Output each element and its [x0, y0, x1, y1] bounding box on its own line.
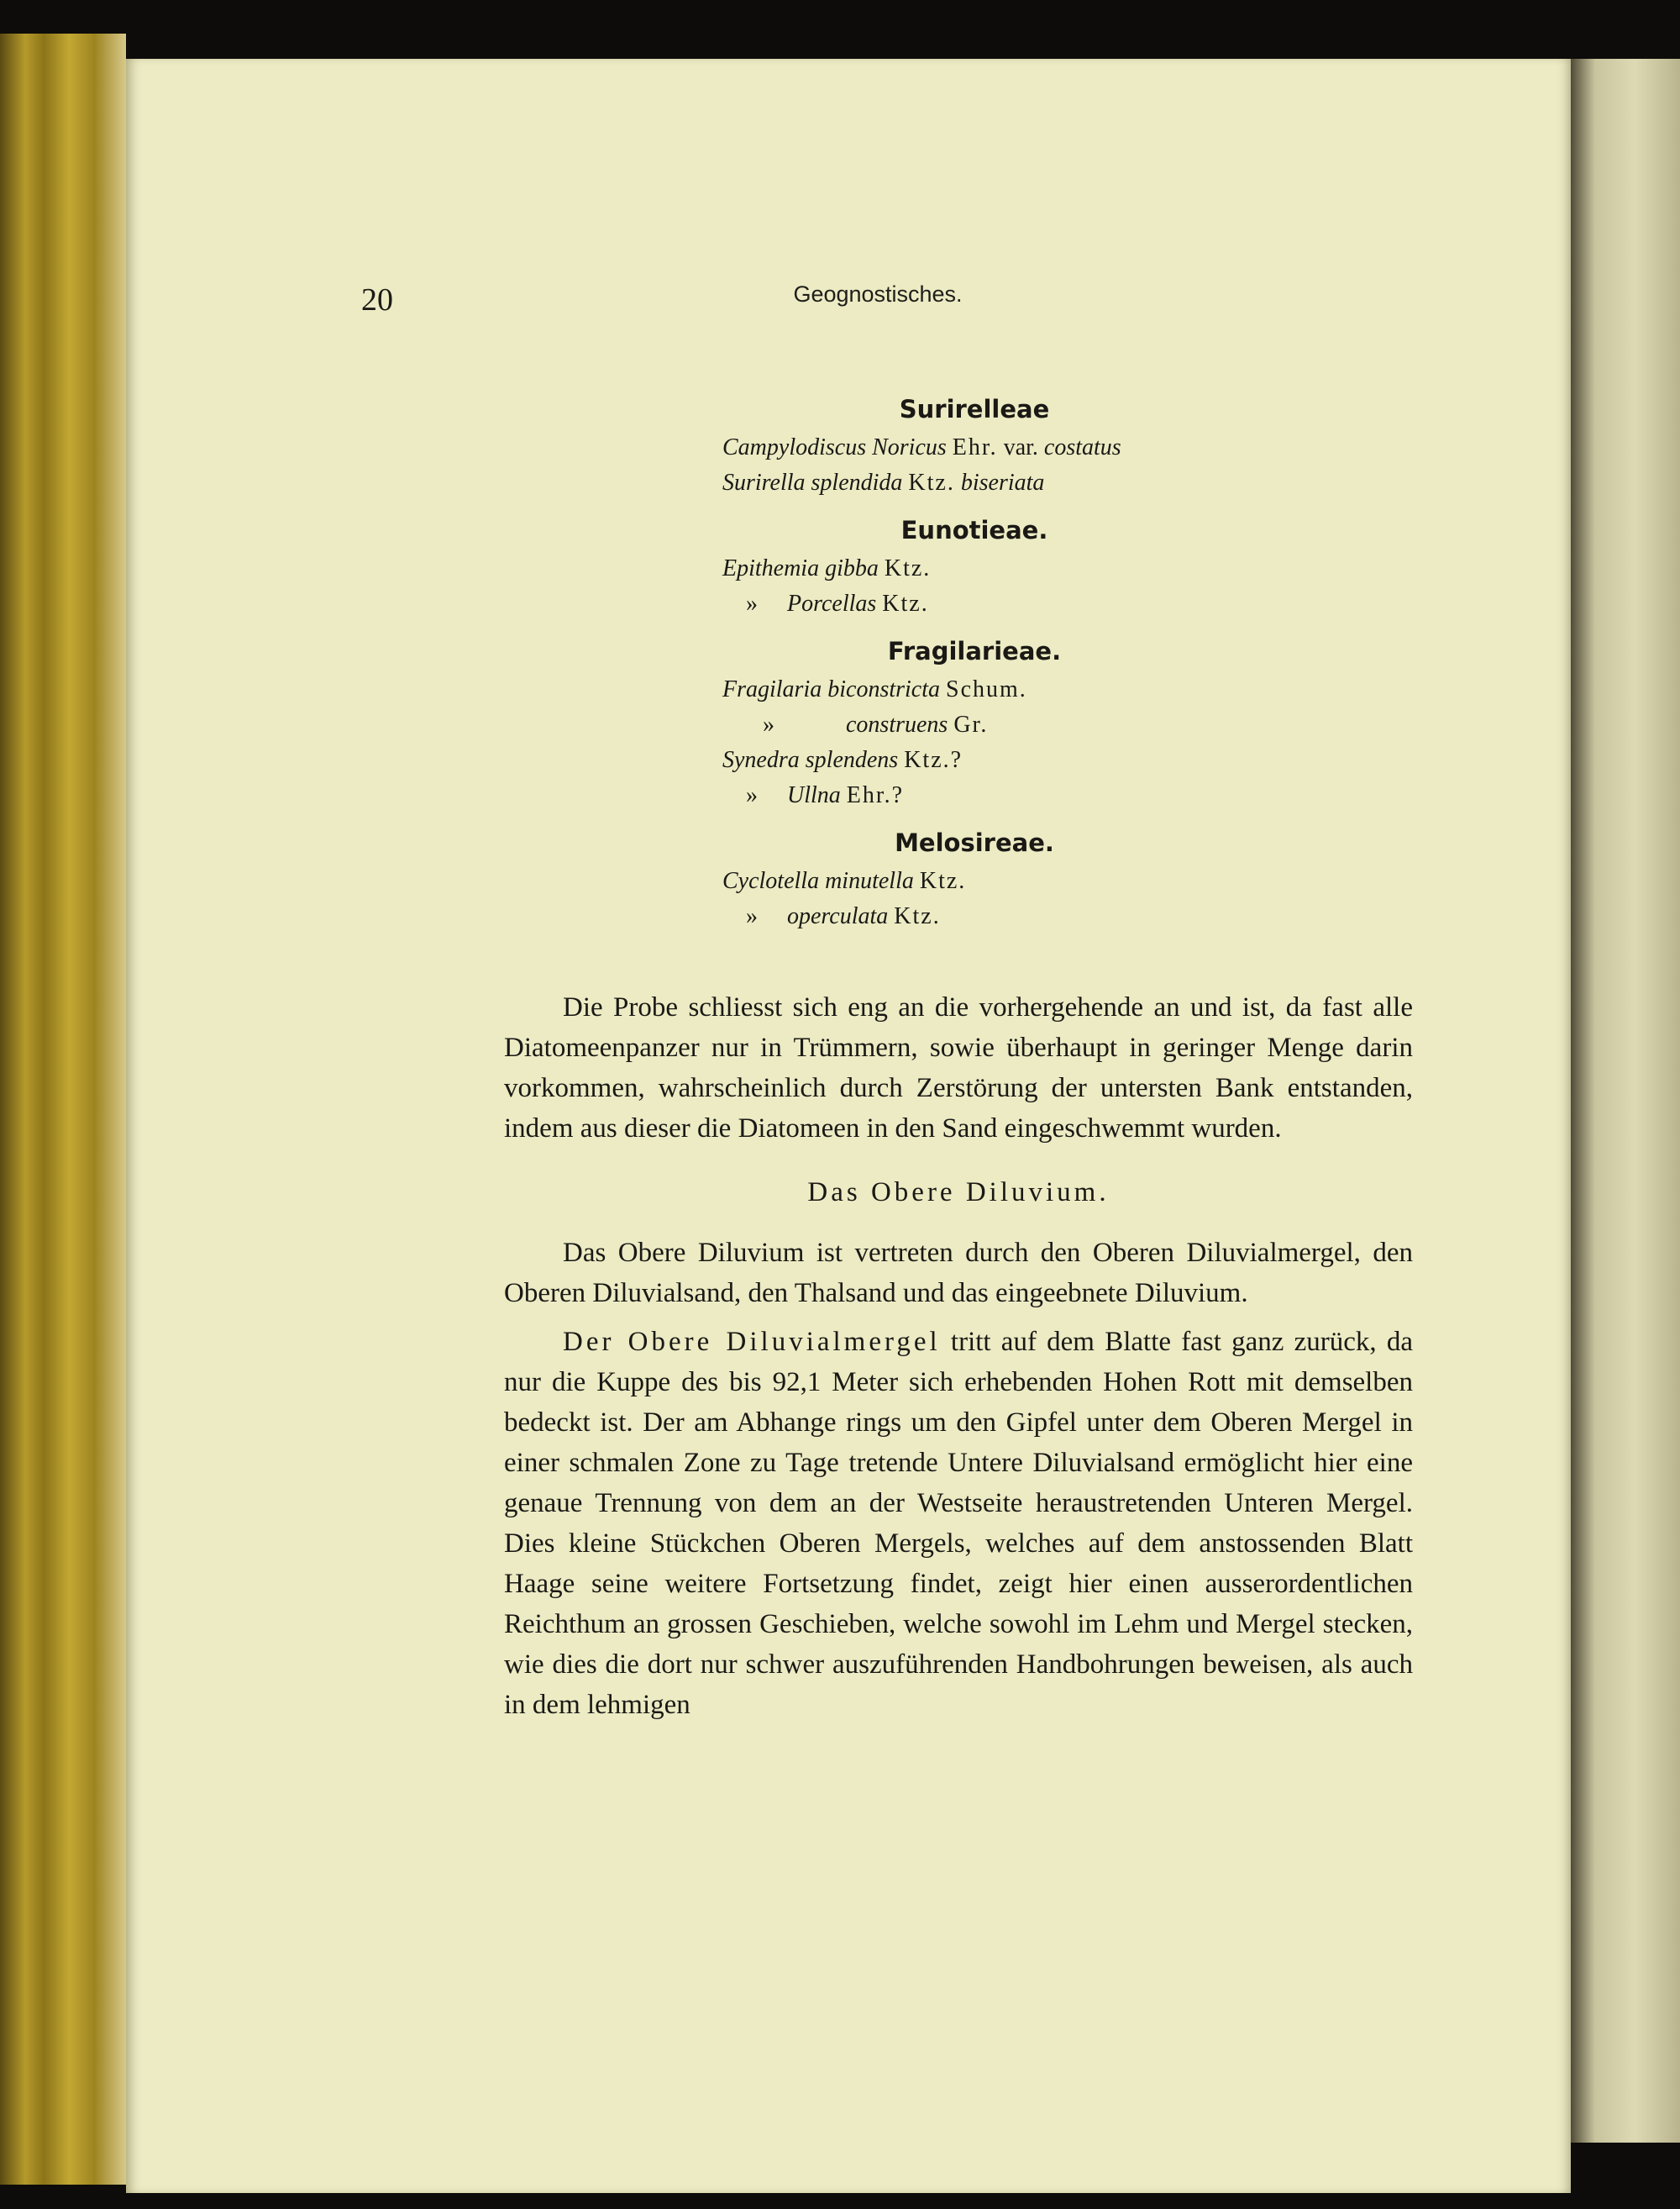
- section-heading: Das Obere Diluvium.: [807, 1177, 1110, 1207]
- running-header: [361, 281, 1394, 332]
- page-number: 20: [361, 282, 393, 318]
- ditto-mark: »: [746, 782, 758, 808]
- species-line: » Porcellas Ktz.: [722, 586, 1310, 622]
- paragraph: Die Probe schliesst sich eng an die vorhergehende an und ist, da fast alle Diatomeenpanzer nur in Trümmern, sowie überhaupt in geringer Menge darin vorkommen, wahrscheinlich durch Zerstörung der untersten Bank entstanden, indem aus dieser die Diatomeen in den Sand eingeschwemmt wurden.: [504, 992, 1413, 1144]
- species-line: Synedra splendens Ktz.?: [722, 747, 963, 773]
- species-line: Fragilaria biconstricta Schum.: [722, 676, 1027, 702]
- family-heading: Melosireae.: [895, 828, 1054, 857]
- ditto-mark: »: [746, 591, 758, 617]
- species-line: » Ullna Ehr.?: [722, 778, 1310, 813]
- family-heading: Fragilarieae.: [887, 637, 1062, 665]
- species-line: » operculata Ktz.: [722, 899, 1310, 934]
- species-line: Surirella splendida Ktz. biseriata: [722, 470, 1045, 496]
- family-heading: Surirelleae: [899, 395, 1050, 423]
- species-line: Cyclotella minutella Ktz.: [722, 868, 967, 894]
- paragraph: Der Obere Diluvialmergel tritt auf dem Blatte fast ganz zurück, da nur die Kuppe des bis 92,1 Meter sich erhebenden Hohen Rott mit demselben bedeckt ist. Der am Abhange rings um den Gipfel unter dem Oberen Mergel in einer schmalen Zone zu Tage tretende Untere Diluvialsand ermöglicht hier eine genaue Trennung von dem an der Westseite heraustretenden Unteren Mergel. Dies kleine Stückchen Oberen Mergels, welches auf dem anstossenden Blatt Haage seine weitere Fortsetzung findet, zeigt hier einen ausserordentlichen Reichthum an grossen Geschieben, welche sowohl im Lehm und Mergel stecken, wie dies die dort nur schwer auszuführenden Handbohrungen beweisen, als auch in dem lehmigen: [504, 1327, 1413, 1720]
- body-text: [504, 987, 1413, 1733]
- paragraph: Das Obere Diluvium ist vertreten durch den Oberen Diluvialmergel, den Oberen Diluvialsand, den Thalsand und das eingeebnete Diluvium.: [504, 1238, 1413, 1308]
- running-title: Geognostisches.: [793, 281, 963, 307]
- diatom-species-list: [722, 395, 1310, 934]
- ditto-mark: »: [746, 903, 758, 929]
- family-heading: Eunotieae.: [900, 516, 1048, 544]
- book-page-edge-right: [1567, 59, 1680, 2143]
- species-line: Epithemia gibba Ktz.: [722, 555, 932, 581]
- ditto-mark: »: [763, 712, 774, 738]
- spaced-term: Der Obere Diluvialmergel: [563, 1327, 941, 1357]
- species-line: » construens Gr.: [722, 707, 1310, 743]
- species-line: Campylodiscus Noricus Ehr. var. costatus: [722, 434, 1121, 460]
- book-page-edges-left: [0, 34, 126, 2185]
